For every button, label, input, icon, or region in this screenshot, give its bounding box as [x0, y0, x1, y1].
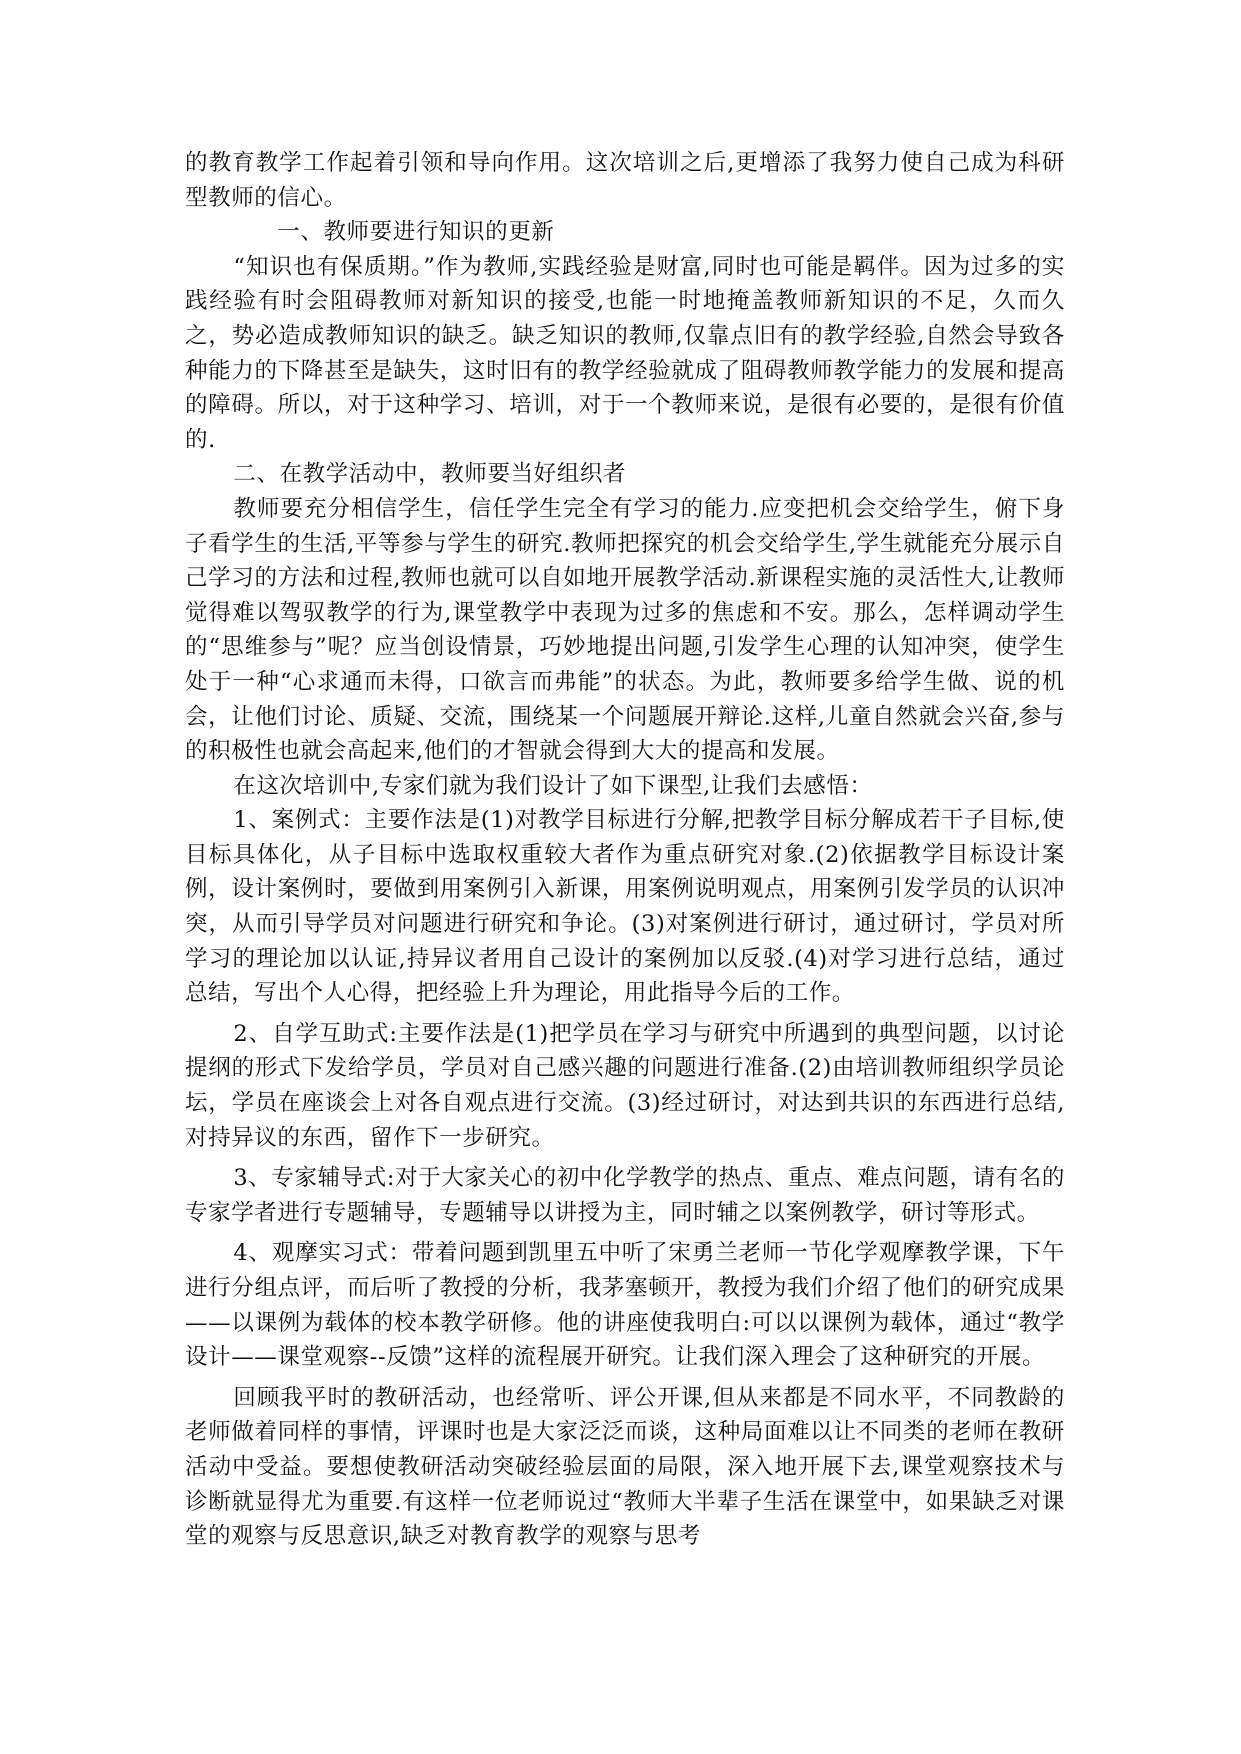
- section-heading-knowledge-update: 一、教师要进行知识的更新: [277, 219, 555, 246]
- list-item-observation: 4、观摩实习式：带着问题到凯里五中听了宋勇兰老师一节化学观摩教学课，下午进行分组点评，而后听了教授的分析，我茅塞顿开，教授为我们介绍了他们的研究成果——以课例为载体的校本教学研修。他的讲座使我明白:可以以课例为载体，通过“教学设计——课堂观察--反馈”这样的流程展开研究。让我们深入理会了这种研究的开展。: [185, 1240, 1065, 1371]
- paragraph-intro: 的教育教学工作起着引领和导向作用。这次培训之后,更增添了我努力使自己成为科研型教师的信心。: [185, 150, 1065, 211]
- list-item-expert-guidance: 3、专家辅导式:对于大家关心的初中化学教学的热点、重点、难点问题，请有名的专家学者进行专题辅导，专题辅导以讲授为主，同时辅之以案例教学，研讨等形式。: [185, 1165, 1065, 1226]
- paragraph-course-types-intro: 在这次培训中,专家们就为我们设计了如下课型,让我们去感悟：: [233, 772, 873, 799]
- paragraph-knowledge-shelf-life: “知识也有保质期。”作为教师,实践经验是财富,同时也可能是羁伴。因为过多的实践经验有时会阻碍教师对新知识的接受,也能一时地掩盖教师新知识的不足，久而久之，势必造成教师知识的缺乏。缺乏知识的教师,仅靠点旧有的教学经验,自然会导致各种能力的下降甚至是缺失，这时旧有的教学经验就成了阻碍教师教学能力的发展和提高的障碍。所以，对于这种学习、培训，对于一个教师来说，是很有必要的，是很有价值的.: [185, 253, 1065, 453]
- list-item-case-study: 1、案例式：主要作法是(1)对教学目标进行分解,把教学目标分解成若干子目标,使目标具体化，从子目标中选取权重较大者作为重点研究对象.(2)依据教学目标设计案例，设计案例时，要做到用案例引入新课，用案例说明观点，用案例引发学员的认识冲突，从而引导学员对问题进行研究和争论。(3)对案例进行研讨，通过研讨，学员对所学习的理论加以认证,持异议者用自己设计的案例加以反驳.(4)对学习进行总结，通过总结，写出个人心得，把经验上升为理论，用此指导今后的工作。: [185, 807, 1065, 1007]
- paragraph-trust-students: 教师要充分相信学生，信任学生完全有学习的能力.应变把机会交给学生，俯下身子看学生的生活,平等参与学生的研究.教师把探究的机会交给学生,学生就能充分展示自己学习的方法和过程,教师也就可以自如地开展教学活动.新课程实施的灵活性大,让教师觉得难以驾驭教学的行为,课堂教学中表现为过多的焦虑和不安。那么，怎样调动学生的“思维参与”呢？应当创设情景，巧妙地提出问题,引发学生心理的认知冲突，使学生处于一种“心求通而未得，口欲言而弗能”的状态。为此，教师要多给学生做、说的机会，让他们讨论、质疑、交流，围绕某一个问题展开辩论.这样,儿童自然就会兴奋,参与的积极性也就会高起来,他们的才智就会得到大大的提高和发展。: [185, 495, 1065, 765]
- section-heading-organizer: 二、在教学活动中，教师要当好组织者: [233, 461, 627, 488]
- paragraph-reflection: 回顾我平时的教研活动，也经常听、评公开课,但从来都是不同水平，不同教龄的老师做着同样的事情，评课时也是大家泛泛而谈，这种局面难以让不同类的老师在教研活动中受益。要想使教研活动突破经验层面的局限，深入地开展下去,课堂观察技术与诊断就显得尤为重要.有这样一位老师说过“教师大半辈子生活在课堂中，如果缺乏对课堂的观察与反思意识,缺乏对教育教学的观察与思考: [185, 1384, 1065, 1550]
- list-item-self-study: 2、自学互助式:主要作法是(1)把学员在学习与研究中所遇到的典型问题，以讨论提纲的形式下发给学员，学员对自己感兴趣的问题进行准备.(2)由培训教师组织学员论坛，学员在座谈会上对各自观点进行交流。(3)经过研讨，对达到共识的东西进行总结,对持异议的东西，留作下一步研究。: [185, 1020, 1065, 1151]
- document-page: [185, 146, 1065, 1554]
